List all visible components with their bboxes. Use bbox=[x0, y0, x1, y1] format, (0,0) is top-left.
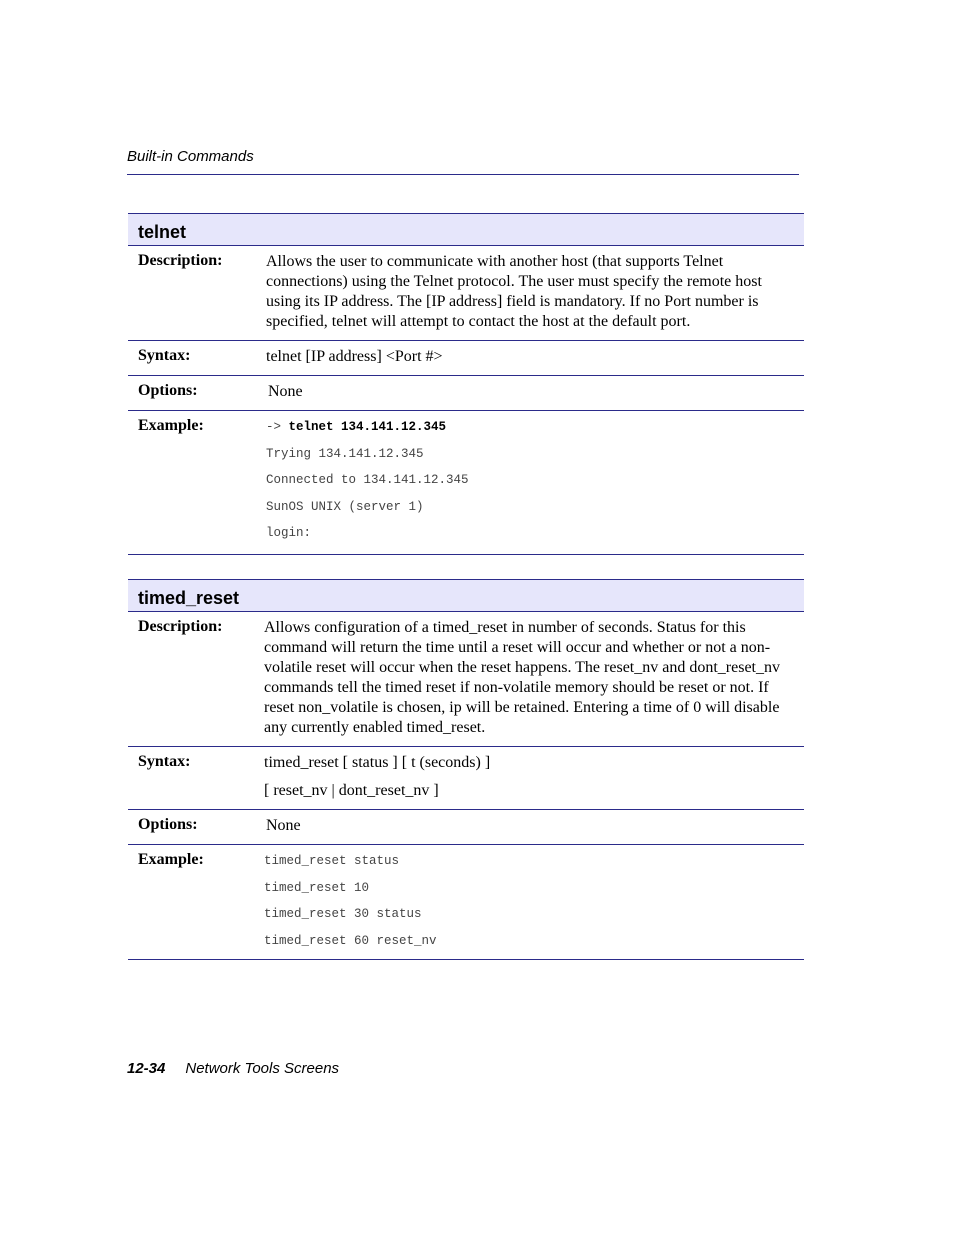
telnet-example bbox=[264, 411, 804, 555]
prompt: -> bbox=[266, 420, 282, 434]
telnet-syntax: telnet [IP address] <Port #> bbox=[266, 348, 443, 365]
telnet-syntax-row bbox=[128, 341, 804, 376]
syntax-line: timed_reset [ status ] [ t (seconds) ] bbox=[264, 754, 491, 771]
example-output-line: Connected to 134.141.12.345 bbox=[266, 473, 469, 487]
timed-reset-description-row bbox=[128, 612, 804, 747]
syntax-label: Syntax: bbox=[138, 347, 191, 364]
telnet-options: None bbox=[268, 383, 303, 400]
example-line: timed_reset 30 status bbox=[264, 907, 422, 921]
example-output-line: login: bbox=[266, 526, 312, 540]
options-label: Options: bbox=[138, 382, 198, 399]
example-output-line: Trying 134.141.12.345 bbox=[266, 446, 424, 461]
timed-reset-title: timed_reset bbox=[128, 580, 804, 612]
example-label: Example: bbox=[138, 851, 204, 868]
example-output-line: SunOS UNIX (server 1) bbox=[266, 499, 424, 514]
telnet-example-command-line bbox=[266, 419, 794, 446]
telnet-description: Allows the user to communicate with another host (that supports Telnet connections) using the Telnet protocol. The user must specify the remote host using its IP address. The [IP address] field is mandatory. If no Port number is specified, telnet will attempt to contact the host at the default port. bbox=[266, 253, 762, 330]
timed-reset-command-table bbox=[128, 579, 804, 960]
syntax-line: [ reset_nv | dont_reset_nv ] bbox=[264, 782, 439, 799]
timed-reset-options: None bbox=[266, 817, 301, 834]
timed-reset-example-row bbox=[128, 845, 804, 960]
example-line: timed_reset 60 reset_nv bbox=[264, 933, 437, 948]
telnet-command-table bbox=[128, 213, 804, 555]
running-head: Built-in Commands bbox=[127, 148, 254, 165]
timed-reset-description: Allows configuration of a timed_reset in number of seconds. Status for this command will return the time until a reset will occur and whether or not a non-volatile reset will occur when the reset happens. The reset_nv and dont_reset_nv commands tell the timed reset if non-volatile memory should be reset or not. If reset non_volatile is chosen, ip will be retained. Entering a time of 0 will disable any currently enabled timed_reset. bbox=[264, 619, 780, 736]
example-line: timed_reset status bbox=[264, 854, 400, 868]
page-footer bbox=[127, 1060, 339, 1077]
page-number: 12-34 bbox=[127, 1060, 166, 1077]
telnet-title: telnet bbox=[128, 214, 804, 246]
description-label: Description: bbox=[138, 252, 223, 269]
example-label: Example: bbox=[138, 417, 204, 434]
example-line: timed_reset 10 bbox=[264, 880, 370, 895]
telnet-options-row bbox=[128, 376, 804, 411]
syntax-label: Syntax: bbox=[138, 753, 191, 770]
footer-section-title: Network Tools Screens bbox=[185, 1060, 340, 1077]
timed-reset-syntax bbox=[262, 747, 804, 810]
timed-reset-options-row bbox=[128, 810, 804, 845]
description-label: Description: bbox=[138, 618, 223, 635]
telnet-example-row bbox=[128, 411, 804, 555]
header-rule bbox=[127, 174, 799, 175]
timed-reset-example bbox=[262, 845, 804, 960]
telnet-description-row bbox=[128, 246, 804, 341]
timed-reset-syntax-row bbox=[128, 747, 804, 810]
options-label: Options: bbox=[138, 816, 198, 833]
example-command: telnet 134.141.12.345 bbox=[288, 420, 447, 434]
